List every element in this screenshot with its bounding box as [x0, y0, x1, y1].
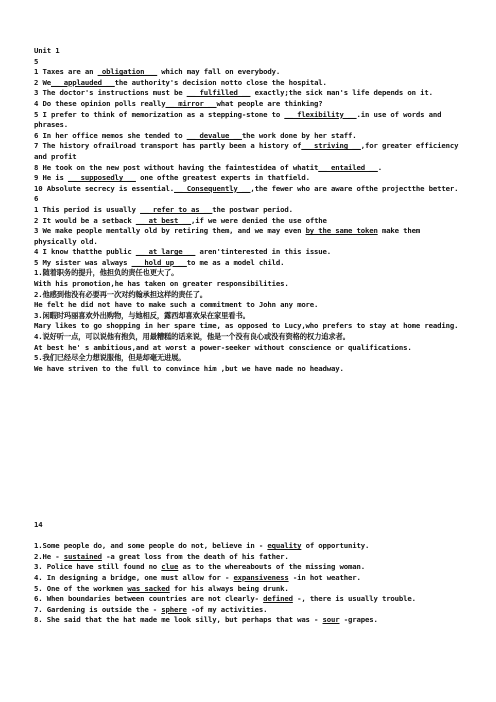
item-text: 10 Absolute secrecy is essential.	[34, 183, 175, 193]
item-text: aren'tinterested in this issue.	[195, 247, 332, 257]
item-text: 5. One of the workmen	[34, 583, 128, 593]
item-text: .	[377, 162, 382, 172]
answer-blank: __ Consequently __	[174, 183, 251, 193]
unit1-block	[34, 46, 464, 374]
answer-blank: __ devalue __	[186, 130, 242, 140]
answer-blank: __ at best __	[135, 215, 192, 225]
exercise-item	[34, 594, 464, 605]
item-text: 2 We	[34, 77, 51, 87]
english-translation: We have striven to the full to convince him ,but we have made no headway.	[34, 363, 344, 373]
answer-blank: _obligation___	[97, 67, 158, 77]
english-translation: At best he' s ambitious,and at worst a power-seeker without conscience or qualifications.	[34, 342, 412, 352]
answer-blank: sustained	[63, 551, 102, 561]
exercise-item	[34, 173, 464, 184]
item-text: -grapes.	[339, 615, 378, 625]
chinese-sentence: 2.他感到他没有必要再一次对约翰承担这样的责任了。	[34, 289, 207, 299]
item-text: of opportunity.	[301, 541, 370, 551]
item-text: one ofthe greatest experts in thatfield.	[135, 173, 310, 183]
item-text: 1 Taxes are an	[34, 67, 98, 77]
chinese-sentence: 3.闲暇时玛丽喜欢外出购物，与她相反，露西却喜欢呆在家里看书。	[34, 310, 250, 320]
answer-blank: clue	[161, 562, 179, 572]
item-text: 1.Some people do, and some people do not, believe in -	[34, 541, 268, 551]
exercise-item	[34, 184, 464, 195]
item-text: 1 This period is usually	[34, 204, 141, 214]
answer-blank: __ at large __	[135, 247, 196, 257]
item-text: the authority's decision notto close the hospital.	[114, 77, 327, 87]
item-text: exactly;the sick man's life depends on it.	[250, 88, 433, 98]
item-text: ,the fewer who are aware ofthe projectthe better.	[250, 183, 459, 193]
item-text: -, there is usually trouble.	[292, 594, 416, 604]
item-text: 8. She said that the hat made me look silly, but perhaps that was -	[34, 615, 323, 625]
unit-title: Unit 1	[34, 46, 60, 55]
exercise-item	[34, 88, 464, 99]
item-text: 2.He -	[34, 551, 64, 561]
answer-blank: expansiveness	[233, 572, 289, 582]
english-translation: He felt he did not have to make such a commitment to John any more.	[34, 300, 319, 310]
exercise-item	[34, 163, 464, 174]
answer-blank: was sacked	[127, 583, 170, 593]
item-text: 9 He is	[34, 173, 68, 183]
answer-blank: __ applauded __	[50, 77, 115, 87]
answer-blank: __ fulfilled __	[186, 88, 251, 98]
exercise-item	[34, 584, 464, 595]
exercise-item	[34, 216, 464, 227]
item-text: which may fall on everybody.	[157, 67, 281, 77]
exercise-item	[34, 226, 464, 247]
answer-blank: __ entailed __	[318, 162, 378, 172]
item-text: -in hot weather.	[288, 572, 361, 582]
item-text: ,if we were denied the use ofthe	[191, 215, 327, 225]
exercise-item	[34, 562, 464, 573]
exercise-item	[34, 552, 464, 563]
item-text: make them physically old.	[34, 226, 425, 246]
answer-blank: __ flexibility __	[284, 109, 357, 119]
item-text: for his always being drunk.	[169, 583, 289, 593]
section-5-list	[34, 67, 464, 194]
item-text: ,for greater efficiency and profit	[34, 141, 463, 161]
chinese-sentence: 5.我们已经尽全力想说服他，但是却毫无进展。	[34, 353, 186, 363]
item-text: 4 I know thatthe public	[34, 247, 136, 257]
item-text: 5 My sister was always	[34, 257, 132, 267]
answer-blank: defined	[263, 594, 293, 604]
exercise-item	[34, 615, 464, 626]
item-text: what people are thinking?	[216, 98, 323, 108]
section-number: 14	[34, 520, 43, 529]
answer-blank: __ striving __	[301, 141, 361, 151]
item-text: 5 I prefer to think of memorization as a stepping-stone to	[34, 109, 285, 119]
item-text: 3. Police have still found no	[34, 562, 162, 572]
exercise-item	[34, 67, 464, 78]
exercise-item	[34, 205, 464, 216]
item-text: as to the whereabouts of the missing woman.	[178, 562, 365, 572]
exercise-item	[34, 141, 464, 162]
section-6-list	[34, 205, 464, 269]
answer-blank: __ hold up __	[131, 257, 187, 267]
answer-blank: equality	[267, 541, 302, 551]
item-text: -a great loss from the death of his father.	[101, 551, 289, 561]
chinese-sentence: 4.说好听一点，可以说他有抱负，用最糟糕的话来说，他是一个没有良心或没有资格的权力追求者。	[34, 332, 350, 342]
item-text: 3 The doctor's instructions must be	[34, 88, 187, 98]
item-text: -of my activities.	[186, 604, 268, 614]
answer-blank: __ refer to as __	[140, 204, 213, 214]
exercise-item	[34, 78, 464, 89]
item-text: 4. In designing a bridge, one must allow for -	[34, 572, 234, 582]
item-text: .in use of words and phrases.	[34, 109, 446, 130]
item-text: to me as a model child.	[186, 257, 285, 267]
item-text: 6 In her office memos she tended to	[34, 130, 187, 140]
item-text: 4 Do these opinion polls really	[34, 98, 166, 108]
exercise-item	[34, 131, 464, 142]
item-text: 2 It would be a setback	[34, 215, 136, 225]
item-text: 7. Gardening is outside the -	[34, 604, 162, 614]
english-translation: Mary likes to go shopping in her spare time, as opposed to Lucy,who prefers to stay at home reading.	[34, 321, 459, 331]
chinese-sentence: 1.随着职务的提升，他担负的责任也更大了。	[34, 268, 179, 278]
exercise-item	[34, 258, 464, 269]
item-text: 3 We make people mentally old by retiring them, and we may even	[34, 226, 306, 236]
answer-blank: __ mirror __	[165, 98, 217, 108]
exercise-item	[34, 99, 464, 110]
section-number: 6	[34, 194, 39, 204]
answer-blank: sphere	[161, 604, 187, 614]
section-number: 5	[34, 56, 39, 66]
translation-list	[34, 268, 464, 374]
item-text: the work done by her staff.	[241, 130, 357, 140]
item-text: 8 He took on the new post without having the faintestidea of whatit	[34, 162, 319, 172]
english-translation: With his promotion,he has taken on greater responsibilities.	[34, 279, 289, 289]
exercise-item	[34, 541, 464, 552]
item-text: 7 The history ofrailroad transport has partly been a history of	[34, 141, 302, 151]
item-text: 6. When boundaries between countries are not clearly-	[34, 594, 264, 604]
exercise-item	[34, 573, 464, 584]
exercise-item	[34, 605, 464, 616]
section-14-list	[34, 541, 464, 626]
answer-blank: __ supposedly __	[67, 173, 136, 183]
section-14-block	[34, 520, 464, 626]
answer-blank: by the same token	[305, 226, 378, 236]
exercise-item	[34, 110, 464, 131]
exercise-item	[34, 247, 464, 258]
item-text: the postwar period.	[212, 204, 293, 214]
answer-blank: sour	[322, 615, 340, 625]
